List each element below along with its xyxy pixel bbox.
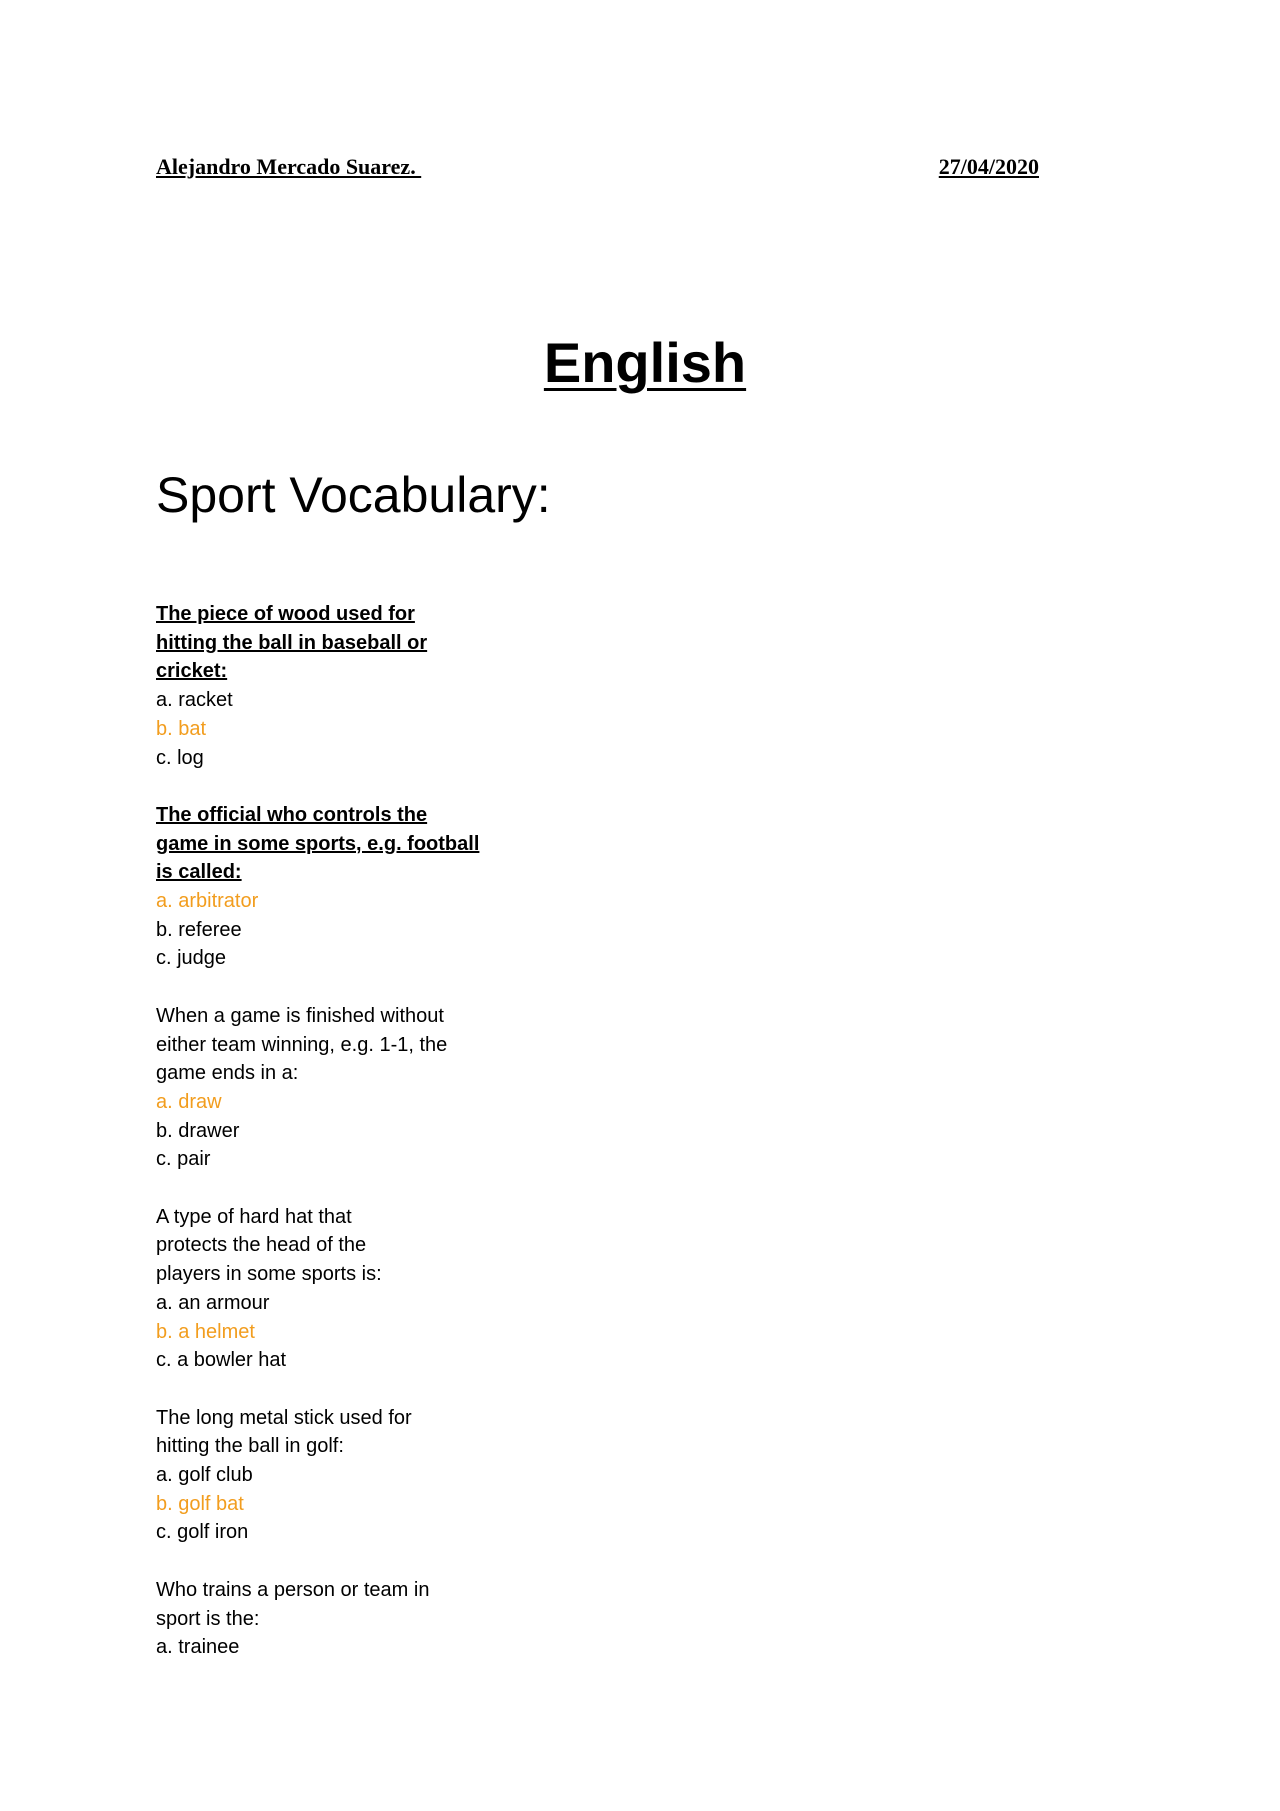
answer-option: c. log (156, 746, 204, 769)
section-heading: Sport Vocabulary: (156, 467, 551, 523)
answer-option: c. golf iron (156, 1521, 249, 1544)
page-title: English (543, 331, 747, 394)
question-prompt-line: game in some sports, e.g. football (156, 832, 480, 855)
question-block (156, 600, 536, 772)
answer-option: c. a bowler hat (156, 1349, 287, 1372)
answer-option: c. pair (156, 1148, 211, 1171)
answer-option: c. judge (156, 947, 227, 970)
document-date: 27/04/2020 (938, 154, 1039, 179)
answer-option-selected: a. draw (156, 1090, 222, 1113)
answer-option: b. referee (156, 918, 242, 941)
question-prompt-line: cricket: (156, 660, 228, 683)
question-list (156, 600, 536, 1691)
question-prompt-line: When a game is finished without (156, 1004, 444, 1027)
answer-option: a. racket (156, 689, 233, 712)
answer-option: b. drawer (156, 1119, 240, 1142)
question-prompt-line: The piece of wood used for (156, 603, 415, 625)
question-prompt-line: The official who controls the (156, 803, 428, 826)
question-prompt-line: game ends in a: (156, 1062, 299, 1085)
question-prompt-line: is called: (156, 861, 242, 884)
question-prompt-line: sport is the: (156, 1607, 260, 1630)
question-block (156, 801, 536, 973)
question-block (156, 1203, 536, 1375)
question-block (156, 1404, 536, 1548)
question-prompt-line: The long metal stick used for (156, 1406, 412, 1429)
question-block (156, 1576, 536, 1662)
answer-option-selected: a. arbitrator (156, 890, 259, 913)
question-prompt-line: players in some sports is: (156, 1263, 382, 1286)
author-name: Alejandro Mercado Suarez. (156, 154, 422, 179)
answer-option: a. golf club (156, 1464, 253, 1487)
question-prompt-line: Who trains a person or team in (156, 1578, 430, 1601)
question-block (156, 1002, 536, 1174)
question-prompt-line: A type of hard hat that (156, 1205, 352, 1228)
answer-option: a. trainee (156, 1636, 240, 1659)
answer-option-selected: b. a helmet (156, 1320, 255, 1343)
answer-option: a. an armour (156, 1291, 270, 1314)
answer-option-selected: b. bat (156, 717, 207, 740)
question-prompt-line: protects the head of the (156, 1234, 367, 1257)
answer-option-selected: b. golf bat (156, 1492, 244, 1515)
question-prompt-line: either team winning, e.g. 1-1, the (156, 1033, 448, 1056)
question-prompt-line: hitting the ball in golf: (156, 1435, 344, 1458)
question-prompt-line: hitting the ball in baseball or (156, 631, 428, 654)
